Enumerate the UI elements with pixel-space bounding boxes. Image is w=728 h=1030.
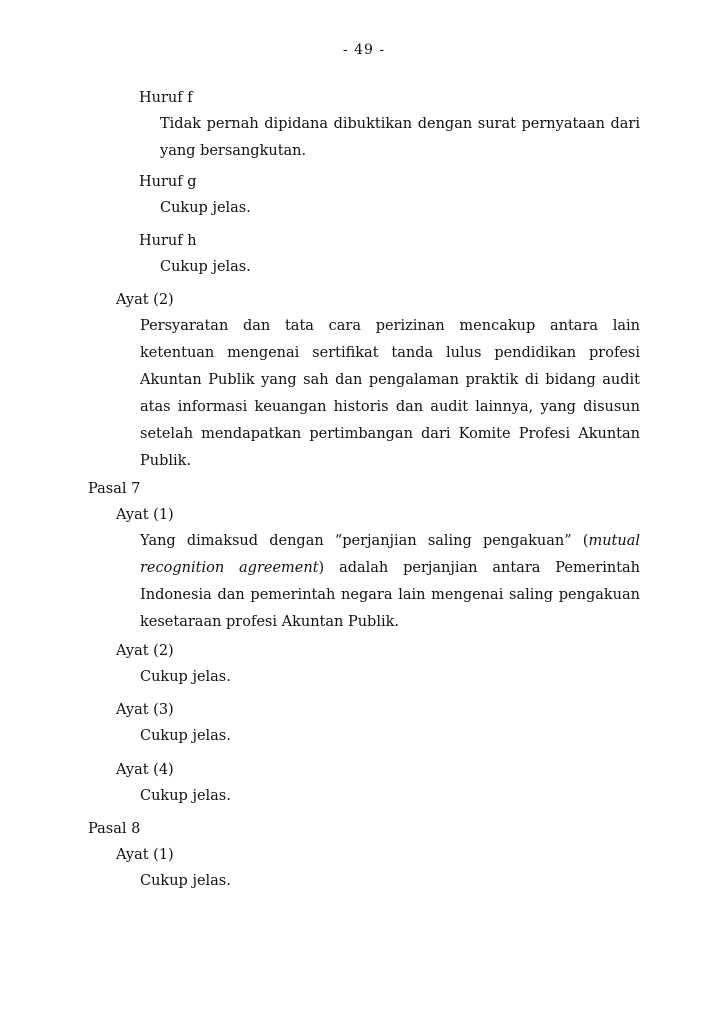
huruf-f-line-1: Tidak pernah dipidana dibuktikan dengan surat pernyataan dari bbox=[160, 116, 640, 132]
huruf-h-heading: Huruf h bbox=[139, 233, 197, 249]
huruf-f-heading: Huruf f bbox=[139, 90, 193, 106]
huruf-g-text: Cukup jelas. bbox=[160, 200, 251, 216]
pasal-7-ayat-1-line-2: recognition agreement) adalah perjanjian antara Pemerintah bbox=[140, 560, 641, 576]
pasal-7-ayat-1-line-3: Indonesia dan pemerintah negara lain mengenai saling pengakuan bbox=[140, 587, 640, 603]
huruf-f-line-2: yang bersangkutan. bbox=[160, 143, 307, 159]
ayat-2-line: Persyaratan dan tata cara perizinan mencakup antara lain bbox=[140, 318, 640, 334]
pasal-7-ayat-1-line-4: kesetaraan profesi Akuntan Publik. bbox=[140, 614, 400, 630]
pasal-8-ayat-1-heading: Ayat (1) bbox=[116, 847, 174, 863]
italic-term: recognition agreement bbox=[140, 560, 319, 576]
ayat-2-line: Publik. bbox=[140, 453, 192, 469]
pasal-8-heading: Pasal 8 bbox=[88, 821, 141, 837]
pasal-7-ayat-4-text: Cukup jelas. bbox=[140, 788, 231, 804]
huruf-h-text: Cukup jelas. bbox=[160, 259, 251, 275]
huruf-g-heading: Huruf g bbox=[139, 174, 197, 190]
pasal-8-ayat-1-text: Cukup jelas. bbox=[140, 873, 231, 889]
pasal-7-ayat-4-heading: Ayat (4) bbox=[116, 762, 174, 778]
pasal-7-ayat-2-heading: Ayat (2) bbox=[116, 643, 174, 659]
pasal-7-ayat-3-text: Cukup jelas. bbox=[140, 728, 231, 744]
ayat-2-line: Akuntan Publik yang sah dan pengalaman praktik di bidang audit bbox=[140, 372, 640, 388]
ayat-2-line: setelah mendapatkan pertimbangan dari Komite Profesi Akuntan bbox=[140, 426, 640, 442]
huruf-f-body bbox=[160, 111, 640, 165]
ayat-2-heading: Ayat (2) bbox=[116, 292, 174, 308]
pasal-7-ayat-1-body bbox=[140, 528, 640, 636]
pasal-7-ayat-1-heading: Ayat (1) bbox=[116, 507, 174, 523]
pasal-7-ayat-2-text: Cukup jelas. bbox=[140, 669, 231, 685]
pasal-7-ayat-3-heading: Ayat (3) bbox=[116, 702, 174, 718]
ayat-2-body bbox=[140, 313, 640, 475]
page-number: - 49 - bbox=[342, 42, 386, 58]
ayat-2-line: atas informasi keuangan historis dan audit lainnya, yang disusun bbox=[140, 399, 640, 415]
pasal-7-ayat-1-line-1: Yang dimaksud dengan “perjanjian saling pengakuan” (mutual bbox=[140, 533, 640, 549]
pasal-7-heading: Pasal 7 bbox=[88, 481, 141, 497]
italic-term: mutual bbox=[588, 533, 640, 549]
ayat-2-line: ketentuan mengenai sertifikat tanda lulus pendidikan profesi bbox=[140, 345, 640, 361]
